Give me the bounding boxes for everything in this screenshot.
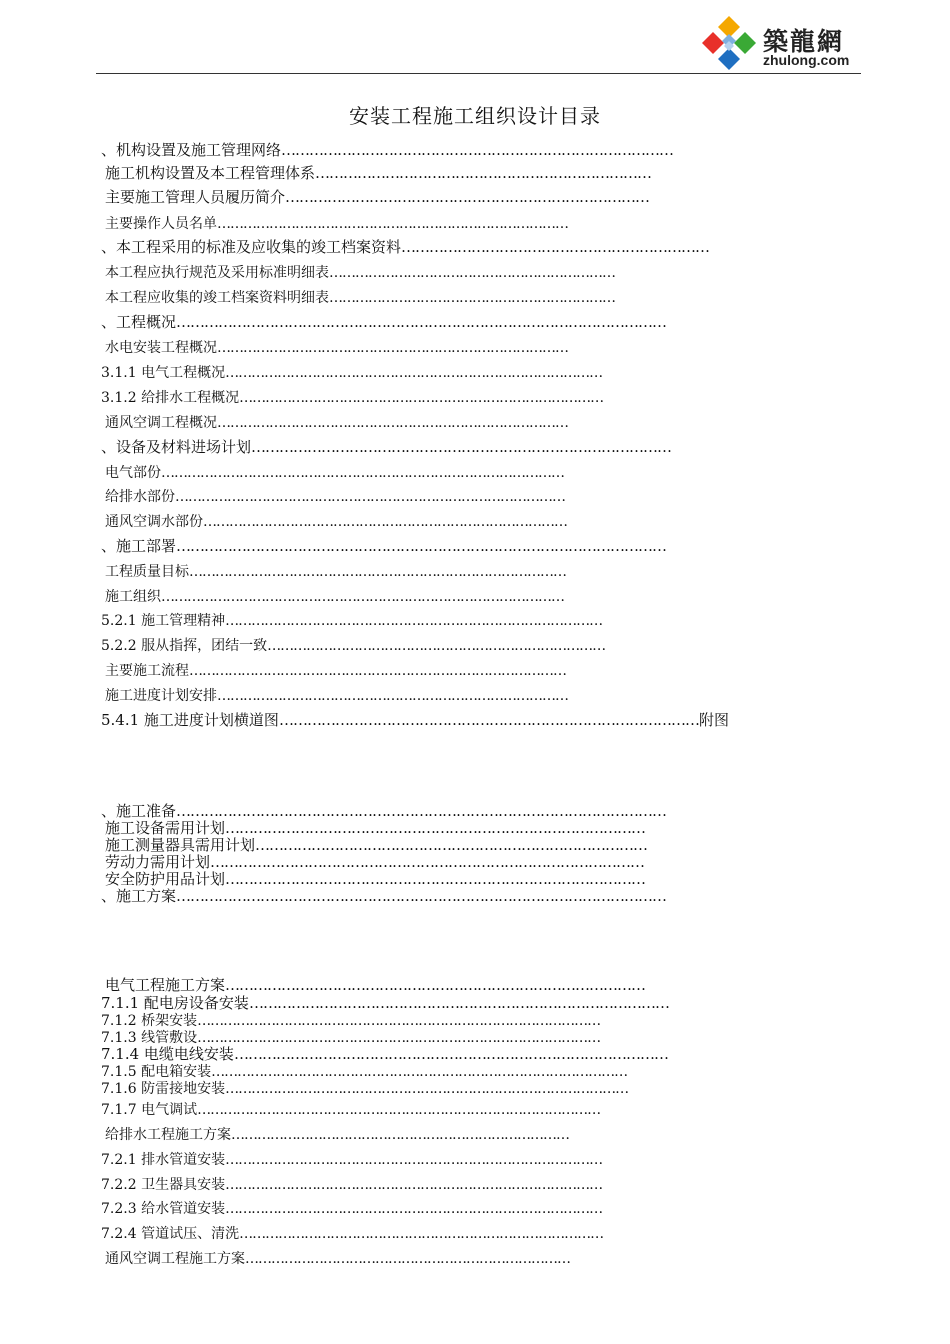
toc-entry-title: 7.1.4 电缆电线安装 xyxy=(101,1045,234,1063)
toc-entry-title: 5.2.1 施工管理精神 xyxy=(101,613,226,629)
toc-entry xyxy=(101,1153,602,1167)
toc-entry-leader: …………………………………………………………………………………… xyxy=(211,1064,628,1080)
toc-entry-title: 5.2.2 服从指挥，团结一致 xyxy=(101,638,268,654)
toc-entry-leader: ……………………………………………………………………… xyxy=(217,415,568,431)
toc-entry xyxy=(101,240,709,255)
toc-entry-leader: ………………………………………………………… xyxy=(401,238,710,256)
toc-entry-title: 、本工程采用的标准及应收集的竣工档案资料 xyxy=(101,238,402,256)
toc-entry-leader: ……………………………………………………………………… xyxy=(217,340,568,356)
toc-entry-title: 3.1.2 给排水工程概况 xyxy=(101,390,240,406)
toc-entry-title: 给排水工程施工方案 xyxy=(105,1127,231,1143)
toc-entry xyxy=(101,1047,668,1062)
toc-entry-leader: ……………………………………………………………………………… xyxy=(278,711,699,729)
toc-entry-leader: ………………………………………………………………………………… xyxy=(161,465,564,481)
toc-entry xyxy=(105,466,564,480)
toc-entry-leader: ………………………………………………………………………………… xyxy=(197,1102,601,1118)
toc-entry xyxy=(105,821,645,836)
toc-entry xyxy=(101,1178,602,1192)
toc-entry-leader: …………………………………………………………………………………………… xyxy=(176,802,667,820)
toc-entry-title: 7.1.6 防雷接地安装 xyxy=(101,1081,226,1097)
toc-entry-title: 工程质量目标 xyxy=(105,564,189,580)
toc-entry xyxy=(101,1014,600,1028)
toc-entry-leader: ……………………………………………………………………………… xyxy=(248,994,669,1012)
zhulong-logo-mark-icon xyxy=(700,14,758,72)
toc-entry-leader: ………………………………………………………………………………… xyxy=(197,1030,601,1046)
toc-entry-leader: ……………………………………………………………………………… xyxy=(175,489,565,505)
toc-entry-leader: ……………………………………………………………………………… xyxy=(225,870,646,888)
toc-entry xyxy=(105,266,615,280)
toc-entry xyxy=(101,1202,602,1216)
toc-entry xyxy=(105,416,568,430)
toc-entry-title: 、施工部署 xyxy=(101,537,177,555)
zhulong-logo xyxy=(700,14,860,72)
toc-entry xyxy=(101,1065,627,1079)
toc-entry xyxy=(105,838,647,853)
toc-entry-leader: ……………………………………………………………………………… xyxy=(251,438,672,456)
toc-entry-leader: …………………………………………………………………………… xyxy=(225,1152,603,1168)
logo-chinese-text: 築龍網 xyxy=(763,27,845,56)
toc-entry-title: 3.1.1 电气工程概况 xyxy=(101,365,226,381)
toc-entry xyxy=(101,1082,628,1096)
toc-entry xyxy=(105,689,568,703)
toc-entry xyxy=(101,639,605,653)
toc-entry-leader: ………………………………………………………………………………… xyxy=(210,853,645,871)
toc-entry xyxy=(101,804,666,819)
toc-entry-title: 7.2.2 卫生器具安装 xyxy=(101,1177,226,1193)
toc-entry-title: 安全防护用品计划 xyxy=(105,870,226,888)
toc-entry-title: 水电安装工程概况 xyxy=(105,340,217,356)
toc-entry xyxy=(105,341,568,355)
toc-entry-leader: ………………………………………………………………………………… xyxy=(161,589,564,605)
toc-entry-leader: ………………………………………………………………………………… xyxy=(225,1081,629,1097)
toc-entry-leader: ……………………………………………………………………………… xyxy=(225,819,646,837)
toc-entry-title: 、工程概况 xyxy=(101,313,177,331)
toc-entry-leader: ………………………………………………………………………………… xyxy=(233,1045,668,1063)
toc-entry xyxy=(105,855,644,870)
toc-entry xyxy=(101,1103,600,1117)
toc-entry xyxy=(105,590,564,604)
toc-entry-title: 通风空调水部份 xyxy=(105,514,203,530)
toc-entry-leader: …………………………………………………………………………… xyxy=(225,1177,603,1193)
header-divider xyxy=(96,73,861,74)
toc-entry-title: 施工机构设置及本工程管理体系 xyxy=(105,164,316,182)
toc-entry xyxy=(105,190,649,205)
toc-entry-title: 7.1.2 桥架安装 xyxy=(101,1013,198,1029)
toc-entry-title: 、施工准备 xyxy=(101,802,177,820)
toc-entry xyxy=(101,713,729,728)
toc-entry xyxy=(101,391,603,405)
toc-entry-leader: ………………………………………………………………………………… xyxy=(197,1013,601,1029)
toc-entry xyxy=(105,1128,569,1142)
toc-entry-leader: ……………………………………………………………………………… xyxy=(225,976,646,994)
toc-entry-title: 7.2.4 管道试压、清洗 xyxy=(101,1226,240,1242)
toc-entry-title: 7.2.1 排水管道安装 xyxy=(101,1152,226,1168)
toc-entry xyxy=(101,440,671,455)
toc-entry-title: 7.1.1 配电房设备安装 xyxy=(101,994,249,1012)
toc-entry-title: 、施工方案 xyxy=(101,887,177,905)
toc-entry-leader: …………………………………………………………………………… xyxy=(225,1201,603,1217)
toc-entry xyxy=(105,872,645,887)
toc-entry-leader: …………………………………………………………………… xyxy=(285,188,650,206)
toc-entry xyxy=(101,315,666,330)
toc-entry-title: 电气部份 xyxy=(105,465,161,481)
toc-entry xyxy=(101,366,602,380)
toc-entry-title: 电气工程施工方案 xyxy=(105,976,226,994)
toc-entry-leader: …………………………………………………………………………………………… xyxy=(176,313,667,331)
toc-entry-leader: ……………………………………………………………… xyxy=(315,164,652,182)
toc-entry-title: 劳动力需用计划 xyxy=(105,853,211,871)
toc-entry xyxy=(101,1227,603,1241)
toc-entry-title: 、机构设置及施工管理网络 xyxy=(101,141,282,159)
toc-entry-leader: ………………………………………………………………………… xyxy=(255,836,648,854)
toc-entry xyxy=(101,614,602,628)
toc-entry-leader: …………………………………………………………………………… xyxy=(189,663,566,679)
toc-entry-title: 主要施工流程 xyxy=(105,663,189,679)
toc-entry xyxy=(105,1252,570,1266)
toc-entry xyxy=(105,565,566,579)
toc-entry-title: 给排水部份 xyxy=(105,489,175,505)
toc-entry-title: 本工程应收集的竣工档案资料明细表 xyxy=(105,290,329,306)
toc-entry-title: 通风空调工程概况 xyxy=(105,415,217,431)
toc-entry-leader: ………………………………………………………………………… xyxy=(203,514,567,530)
toc-entry xyxy=(101,539,666,554)
toc-entry xyxy=(105,978,645,993)
toc-entry-leader: ………………………………………………………… xyxy=(329,265,615,281)
toc-entry-title: 7.1.5 配电箱安装 xyxy=(101,1064,212,1080)
toc-entry-leader: …………………………………………………………………… xyxy=(267,638,606,654)
toc-entry-leader: ……………………………………………………………………… xyxy=(217,688,568,704)
toc-entry xyxy=(105,664,566,678)
toc-entry-title: 7.1.3 线管敷设 xyxy=(101,1030,198,1046)
toc-entry-title: 本工程应执行规范及采用标准明细表 xyxy=(105,265,329,281)
toc-entry-leader: ………………………………………………………………………… xyxy=(281,141,674,159)
toc-entry xyxy=(105,515,567,529)
toc-entry-leader: ………………………………………………………………… xyxy=(245,1251,570,1267)
toc-entry xyxy=(101,1031,600,1045)
toc-entry-leader: …………………………………………………………………………… xyxy=(225,613,603,629)
toc-entry-leader: ………………………………………………………………………… xyxy=(239,390,604,406)
toc-entry-title: 主要操作人员名单 xyxy=(105,216,217,232)
toc-entry-leader: …………………………………………………………………………… xyxy=(189,564,566,580)
toc-entry-title: 5.4.1 施工进度计划横道图 xyxy=(101,711,279,729)
toc-entry xyxy=(101,143,673,158)
toc-entry xyxy=(105,490,565,504)
logo-english-text: zhulong.com xyxy=(763,52,850,68)
toc-entry xyxy=(101,996,669,1011)
toc-entry xyxy=(101,889,666,904)
toc-entry-title: 施工测量器具需用计划 xyxy=(105,836,256,854)
toc-entry-title: 7.2.3 给水管道安装 xyxy=(101,1201,226,1217)
toc-entry-leader: ……………………………………………………………………… xyxy=(217,216,568,232)
toc-entry-title: 通风空调工程施工方案 xyxy=(105,1251,245,1267)
toc-entry-leader: ………………………………………………………………………… xyxy=(239,1226,604,1242)
toc-entry-suffix: 附图 xyxy=(698,711,729,729)
toc-entry xyxy=(105,217,568,231)
toc-entry-leader: …………………………………………………………………………………………… xyxy=(176,887,667,905)
document-title: 安装工程施工组织设计目录 xyxy=(349,104,601,128)
toc-entry-leader: ………………………………………………………… xyxy=(329,290,615,306)
toc-entry-title: 7.1.7 电气调试 xyxy=(101,1102,198,1118)
toc-entry-leader: …………………………………………………………………………… xyxy=(225,365,603,381)
toc-entry-leader: …………………………………………………………………………………………… xyxy=(176,537,667,555)
toc-entry-leader: …………………………………………………………………… xyxy=(231,1127,569,1143)
toc-entry xyxy=(105,166,651,181)
toc-entry-title: 主要施工管理人员履历简介 xyxy=(105,188,286,206)
toc-entry-title: 、设备及材料进场计划 xyxy=(101,438,252,456)
toc-entry-title: 施工设备需用计划 xyxy=(105,819,226,837)
toc-entry-title: 施工进度计划安排 xyxy=(105,688,217,704)
toc-entry xyxy=(105,291,615,305)
toc-entry-title: 施工组织 xyxy=(105,589,161,605)
